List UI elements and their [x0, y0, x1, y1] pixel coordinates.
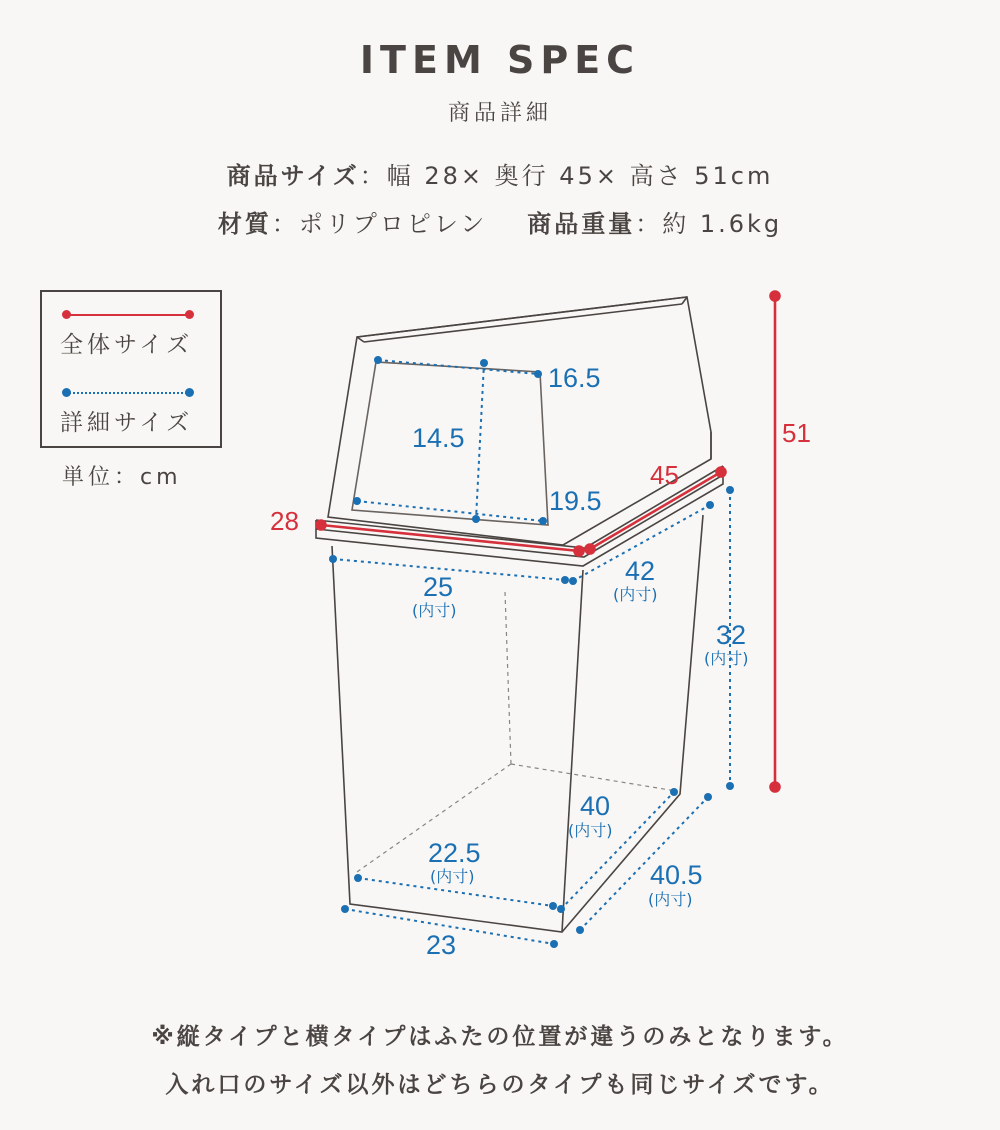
- spec-weight-value: ：約 1.6kg: [635, 210, 783, 238]
- label-inner-width-top: 25: [423, 572, 454, 602]
- label-opening-width-top: 16.5: [548, 363, 601, 393]
- detail-dimension-lines: [333, 360, 730, 944]
- page-subtitle: 商品詳細: [447, 101, 552, 126]
- label-opening-width-bottom: 19.5: [549, 486, 602, 516]
- page-title: ITEM SPEC: [359, 38, 641, 82]
- label-depth-total: 45: [650, 460, 679, 490]
- label-inner-note-height: (内寸): [704, 649, 749, 668]
- label-inner-depth-bottom: 40: [580, 791, 611, 821]
- spec-material-value: ：ポリプロピレン: [271, 210, 488, 238]
- hidden-edges: [354, 592, 676, 874]
- label-outer-depth-bottom: 40.5: [650, 860, 703, 890]
- label-inner-height: 32: [716, 620, 747, 650]
- spec-size-label: 商品サイズ: [226, 162, 360, 190]
- unit-label: 単位：cm: [62, 465, 182, 490]
- label-inner-width-bottom: 22.5: [428, 838, 481, 868]
- label-outer-width-bottom: 23: [426, 930, 457, 960]
- legend-detail-label: 詳細サイズ: [60, 410, 194, 436]
- label-height-total: 51: [782, 418, 811, 448]
- label-inner-depth-top: 42: [625, 556, 656, 586]
- spec-material-label: 材質: [217, 210, 272, 238]
- lid-outline: [316, 297, 723, 566]
- spec-weight-label: 商品重量: [527, 210, 636, 238]
- label-inner-note-depth-top: (内寸): [613, 585, 658, 604]
- legend-overall-label: 全体サイズ: [60, 332, 194, 358]
- label-inner-note-outer-depth: (内寸): [648, 890, 693, 909]
- note-line-1: ※縦タイプと横タイプはふたの位置が違うのみとなります。: [151, 1024, 849, 1050]
- note-line-2: 入れ口のサイズ以外はどちらのタイプも同じサイズです。: [165, 1072, 835, 1098]
- label-inner-note-depth-bottom: (内寸): [568, 821, 613, 840]
- spec-size-value: ：幅 28× 奥行 45× 高さ 51cm: [359, 162, 774, 190]
- label-inner-note-width-top: (内寸): [412, 601, 457, 620]
- label-inner-note-width-bottom: (内寸): [430, 867, 475, 886]
- label-width-total: 28: [270, 506, 299, 536]
- label-opening-height: 14.5: [412, 423, 465, 453]
